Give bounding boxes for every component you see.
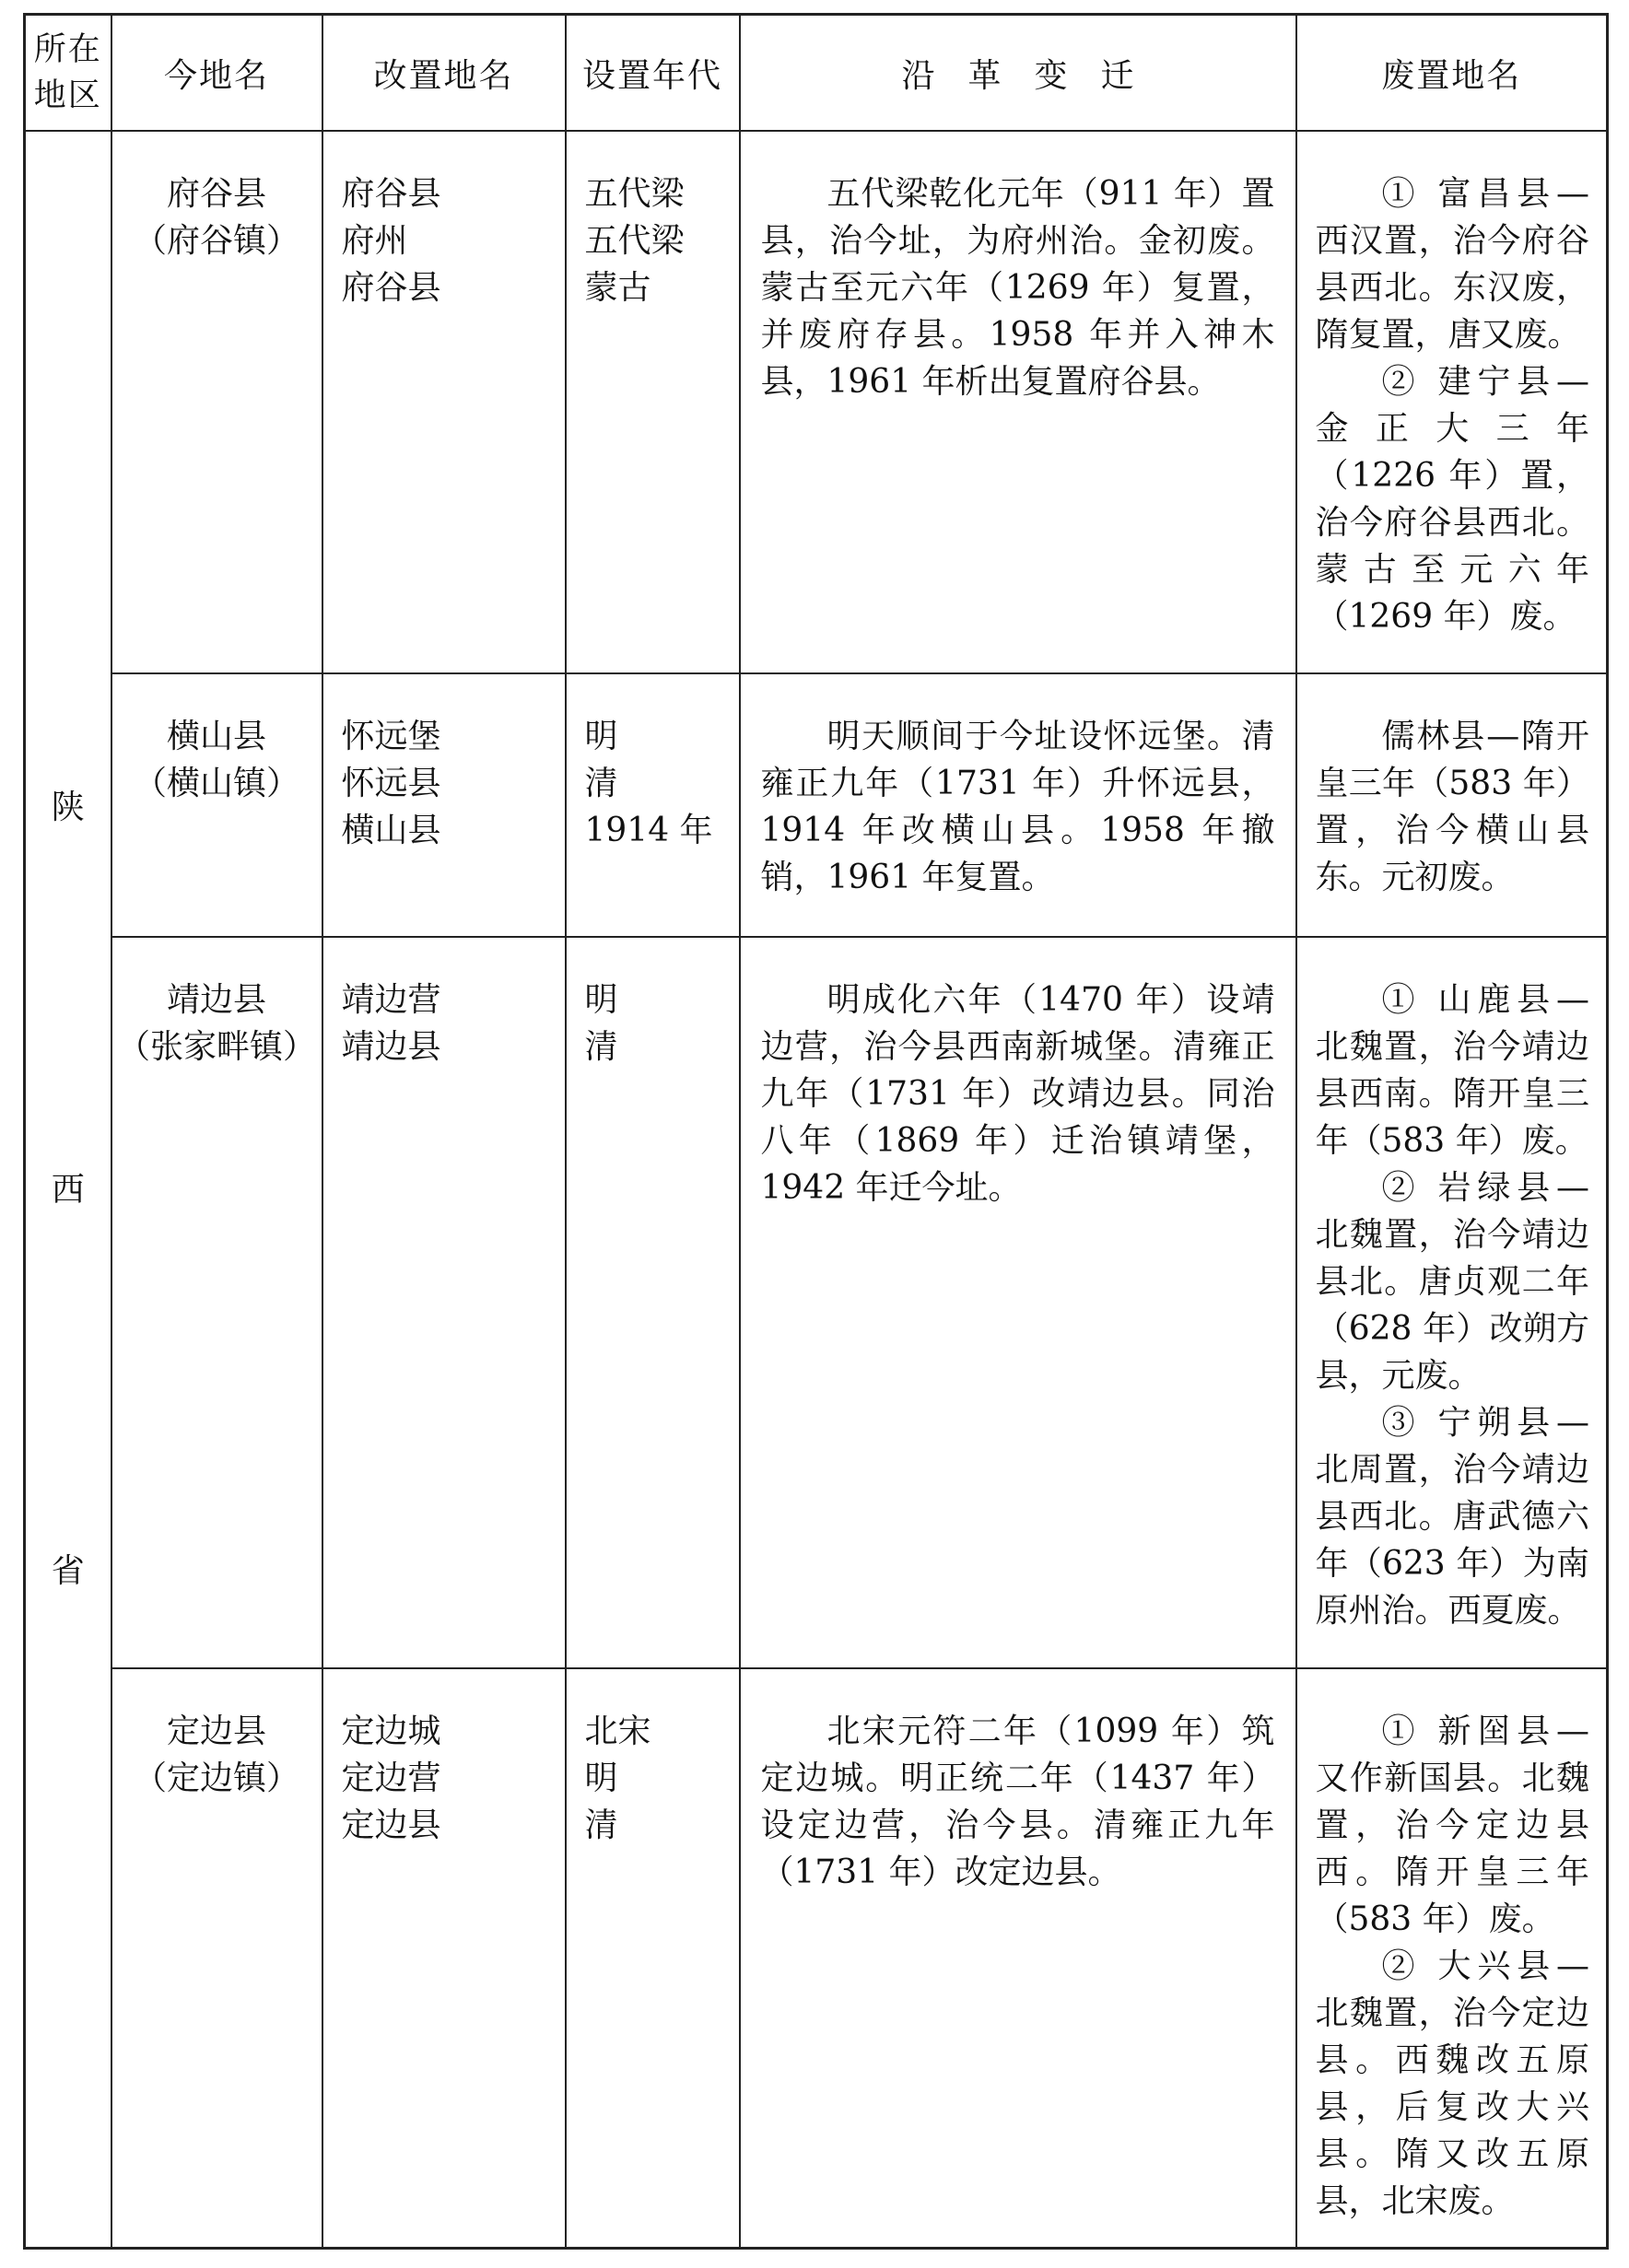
era: 明 xyxy=(584,718,618,755)
header-region-line2: 地区 xyxy=(33,77,102,114)
era: 五代梁 xyxy=(584,175,685,213)
evolution-cell xyxy=(740,937,1296,1668)
evolution-text: 五代梁乾化元年（911 年）置县，治今址，为府州治。金初废。蒙古至元六年（1269 年）复置，并废府存县。1958 年并入神木县，1961 年析出复置府谷县。 xyxy=(760,175,1275,401)
header-region xyxy=(25,15,111,132)
current-name: 靖边县 xyxy=(166,981,266,1019)
current-name-cell xyxy=(111,673,322,937)
era: 蒙古 xyxy=(584,269,651,307)
changed-names-cell xyxy=(322,673,566,937)
current-town: （定边镇） xyxy=(133,1759,299,1797)
current-town: （横山镇） xyxy=(133,765,299,802)
era: 北宋 xyxy=(584,1713,651,1750)
current-town: （张家畔镇） xyxy=(116,1028,316,1066)
evolution-cell xyxy=(740,131,1296,673)
era-cell xyxy=(566,937,740,1668)
header-current-name: 今地名 xyxy=(111,15,322,132)
header-region-line1: 所在 xyxy=(33,31,102,68)
evolution-text: 北宋元符二年（1099 年）筑定边城。明正统二年（1437 年）设定边营，治今县。清雍正九年（1731 年）改定边县。 xyxy=(760,1713,1275,1891)
abolished-entry: 儒林县—隋开皇三年（583 年）置，治今横山县东。元初废。 xyxy=(1315,718,1589,896)
abolished-cell xyxy=(1296,937,1608,1668)
abolished-entry: ② 岩绿县—北魏置，治今靖边县北。唐贞观二年（628 年）改朔方县，元废。 xyxy=(1315,1169,1589,1395)
current-name-cell xyxy=(111,131,322,673)
changed-name: 府州 xyxy=(341,222,408,260)
era: 清 xyxy=(584,765,618,802)
table-row xyxy=(25,1668,1608,2249)
changed-names-cell xyxy=(322,131,566,673)
changed-name: 定边营 xyxy=(341,1759,441,1797)
abolished-entry: ① 新囶县—又作新国县。北魏置，治今定边县西。隋开皇三年（583 年）废。 xyxy=(1315,1713,1589,1938)
gazetteer-table xyxy=(23,13,1609,2250)
changed-name: 靖边营 xyxy=(341,981,441,1019)
era-cell xyxy=(566,1668,740,2249)
evolution-cell xyxy=(740,673,1296,937)
changed-name: 靖边县 xyxy=(341,1028,441,1066)
changed-name: 定边城 xyxy=(341,1713,441,1750)
era: 五代梁 xyxy=(584,222,685,260)
current-name-cell xyxy=(111,1668,322,2249)
abolished-entry: ② 大兴县—北魏置，治今定边县。西魏改五原县，后复改大兴县。隋又改五原县，北宋废。 xyxy=(1315,1947,1589,2220)
abolished-entry: ② 建宁县—金正大三年（1226 年）置，治今府谷县西北。蒙古至元六年（1269 年）废。 xyxy=(1315,363,1589,636)
changed-name: 怀远县 xyxy=(341,765,441,802)
changed-names-cell xyxy=(322,937,566,1668)
current-name: 府谷县 xyxy=(166,175,266,213)
era-cell xyxy=(566,131,740,673)
header-abolished: 废置地名 xyxy=(1296,15,1608,132)
evolution-cell xyxy=(740,1668,1296,2249)
changed-name: 府谷县 xyxy=(341,269,441,307)
table-row xyxy=(25,937,1608,1668)
era: 明 xyxy=(584,981,618,1019)
region-char: 省 xyxy=(51,1552,85,1590)
era-cell xyxy=(566,673,740,937)
table-row xyxy=(25,673,1608,937)
era: 清 xyxy=(584,1028,618,1066)
changed-names-cell xyxy=(322,1668,566,2249)
current-name: 横山县 xyxy=(166,718,266,755)
current-town: （府谷镇） xyxy=(133,222,299,260)
abolished-cell xyxy=(1296,673,1608,937)
changed-name: 怀远堡 xyxy=(341,718,441,755)
region-char: 陕 xyxy=(51,789,85,826)
abolished-entry: ① 富昌县—西汉置，治今府谷县西北。东汉废，隋复置，唐又废。 xyxy=(1315,175,1589,354)
abolished-entry: ① 山鹿县—北魏置，治今靖边县西南。隋开皇三年（583 年）废。 xyxy=(1315,981,1589,1160)
abolished-cell xyxy=(1296,1668,1608,2249)
era: 1914 年 xyxy=(584,812,713,849)
header-era: 设置年代 xyxy=(566,15,740,132)
current-name-cell xyxy=(111,937,322,1668)
changed-name: 横山县 xyxy=(341,812,441,849)
changed-name: 定边县 xyxy=(341,1806,441,1844)
header-changed-names: 改置地名 xyxy=(322,15,566,132)
evolution-text: 明天顺间于今址设怀远堡。清雍正九年（1731 年）升怀远县，1914 年改横山县。1958 年撤销，1961 年复置。 xyxy=(760,718,1275,896)
region-cell xyxy=(25,131,111,2249)
current-name: 定边县 xyxy=(166,1713,266,1750)
header-evolution: 沿 革 变 迁 xyxy=(740,15,1296,132)
evolution-text: 明成化六年（1470 年）设靖边营，治今县西南新城堡。清雍正九年（1731 年）改靖边县。同治八年（1869 年）迁治镇靖堡，1942 年迁今址。 xyxy=(760,981,1275,1207)
abolished-cell xyxy=(1296,131,1608,673)
era: 清 xyxy=(584,1806,618,1844)
changed-name: 府谷县 xyxy=(341,175,441,213)
region-char: 西 xyxy=(51,1170,85,1209)
era: 明 xyxy=(584,1759,618,1797)
table-row xyxy=(25,131,1608,673)
abolished-entry: ③ 宁朔县—北周置，治今靖边县西北。唐武德六年（623 年）为南原州治。西夏废。 xyxy=(1315,1404,1589,1630)
table-header-row xyxy=(25,15,1608,132)
